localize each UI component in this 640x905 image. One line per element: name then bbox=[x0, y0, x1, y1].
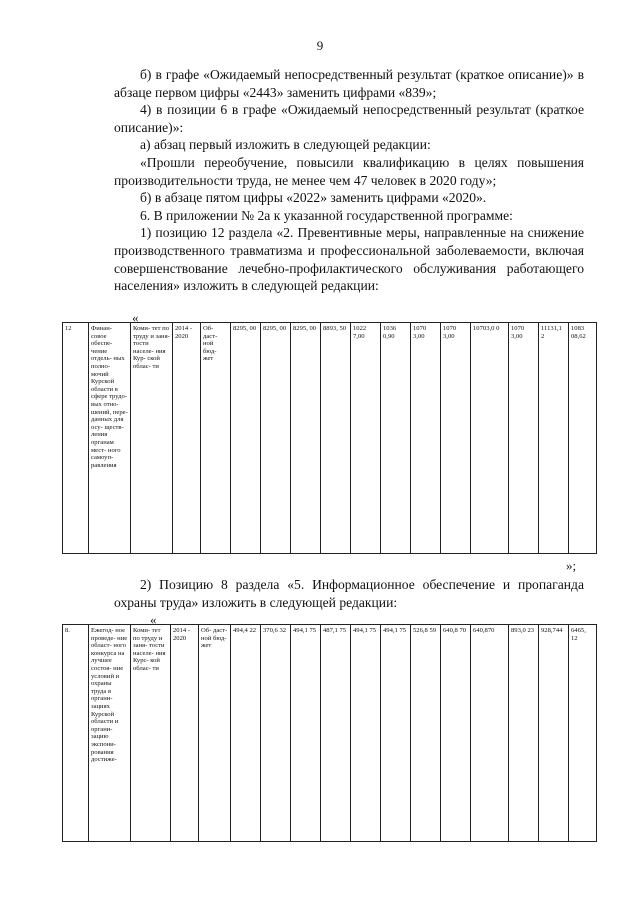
cell-value: 893,0 23 bbox=[509, 625, 539, 842]
cell-activity-name: Финан- совое обеспе- чение отдель- ных полно- мочий Курской области в сфере трудо- вых отно- шений, пере- данных для осу- ществ- ления органам мест- ного самоуп- равления bbox=[89, 323, 131, 554]
page-number: 9 bbox=[316, 38, 324, 53]
paragraph: 4) в позиции 6 в графе «Ожидаемый непосредственный результат (краткое описание)»: bbox=[114, 102, 584, 135]
cell-period: 2014 - 2020 bbox=[173, 323, 201, 554]
paragraph: б) в абзаце пятом цифры «2022» заменить цифрами «2020». bbox=[140, 190, 487, 206]
cell-value: 1070 3,00 bbox=[441, 323, 471, 554]
cell-value: 8295, 00 bbox=[261, 323, 291, 554]
cell-activity-name: Ежегод- ное проведе- ние област- ного конкурса на лучшее состоя- ние условий и охраны труда в органи- зациях Курской области и органи- зацию экспони- рования достиже- bbox=[89, 625, 131, 842]
cell-value: 8893, 50 bbox=[321, 323, 351, 554]
cell-source: Об- даст- ной бюд- жет bbox=[199, 625, 231, 842]
cell-number: 12 bbox=[63, 323, 89, 554]
cell-value: 487,1 75 bbox=[321, 625, 351, 842]
cell-value: 1022 7,00 bbox=[351, 323, 381, 554]
paragraph: б) в графе «Ожидаемый непосредственный результат (краткое описание)» в абзаце первом цифры «2443» заменить цифрами «839»; bbox=[114, 67, 584, 100]
cell-value: 10703,0 0 bbox=[471, 323, 509, 554]
cell-value: 11131,1 2 bbox=[539, 323, 569, 554]
cell-executor: Коми- тет по труду и заня- тости населе- ния Кур- ской облас- ти bbox=[131, 323, 173, 554]
cell-value: 1070 3,00 bbox=[411, 323, 441, 554]
paragraph: 2) Позицию 8 раздела «5. Информационное обеспечение и пропаганда охраны труда» изложить в следующей редакции: bbox=[114, 577, 584, 610]
cell-value: 6465, 12 bbox=[569, 625, 597, 842]
cell-value: 8295, 00 bbox=[291, 323, 321, 554]
cell-value: 1083 08,62 bbox=[569, 323, 597, 554]
paragraph: «Прошли переобучение, повысили квалификацию в целях повышения производительности труда, не менее чем 47 человек в 2020 году»; bbox=[114, 154, 584, 188]
cell-source: Об- даст- ной бюд- жет bbox=[201, 323, 231, 554]
table-position-12 bbox=[62, 322, 597, 554]
quote-close-1: »; bbox=[566, 558, 577, 573]
cell-executor: Коми- тет по труду и заня- тости населе- ния Курс- кой облас- ти bbox=[131, 625, 171, 842]
cell-value: 928,744 bbox=[539, 625, 569, 842]
paragraph: 1) позицию 12 раздела «2. Превентивные меры, направленные на снижение производственного травматизма и профессиональной заболеваемости, включая совершенствование лечебно-профилактического обслуживания работающего населения» изложить в следующей редакции: bbox=[114, 225, 584, 294]
cell-value: 640,870 bbox=[471, 625, 509, 842]
table-position-8 bbox=[62, 624, 597, 842]
cell-value: 370,6 32 bbox=[261, 625, 291, 842]
paragraph: а) абзац первый изложить в следующей редакции: bbox=[140, 137, 431, 153]
table-row bbox=[63, 323, 597, 554]
cell-value: 494,1 75 bbox=[381, 625, 411, 842]
body-text bbox=[114, 66, 584, 295]
paragraph: 6. В приложении № 2а к указанной государственной программе: bbox=[140, 207, 513, 223]
cell-value: 526,8 59 bbox=[411, 625, 441, 842]
body-text-2 bbox=[114, 576, 584, 611]
cell-value: 494,4 22 bbox=[231, 625, 261, 842]
cell-number: 8. bbox=[63, 625, 89, 842]
quote-open-2: « bbox=[150, 612, 157, 627]
cell-value: 1070 3,00 bbox=[509, 323, 539, 554]
cell-value: 494,1 75 bbox=[351, 625, 381, 842]
table-row bbox=[63, 625, 597, 842]
quote-open-1: « bbox=[132, 310, 139, 325]
cell-value: 8295, 00 bbox=[231, 323, 261, 554]
cell-value: 494,1 75 bbox=[291, 625, 321, 842]
cell-value: 640,8 70 bbox=[441, 625, 471, 842]
cell-period: 2014 - 2020 bbox=[171, 625, 199, 842]
cell-value: 1036 0,90 bbox=[381, 323, 411, 554]
